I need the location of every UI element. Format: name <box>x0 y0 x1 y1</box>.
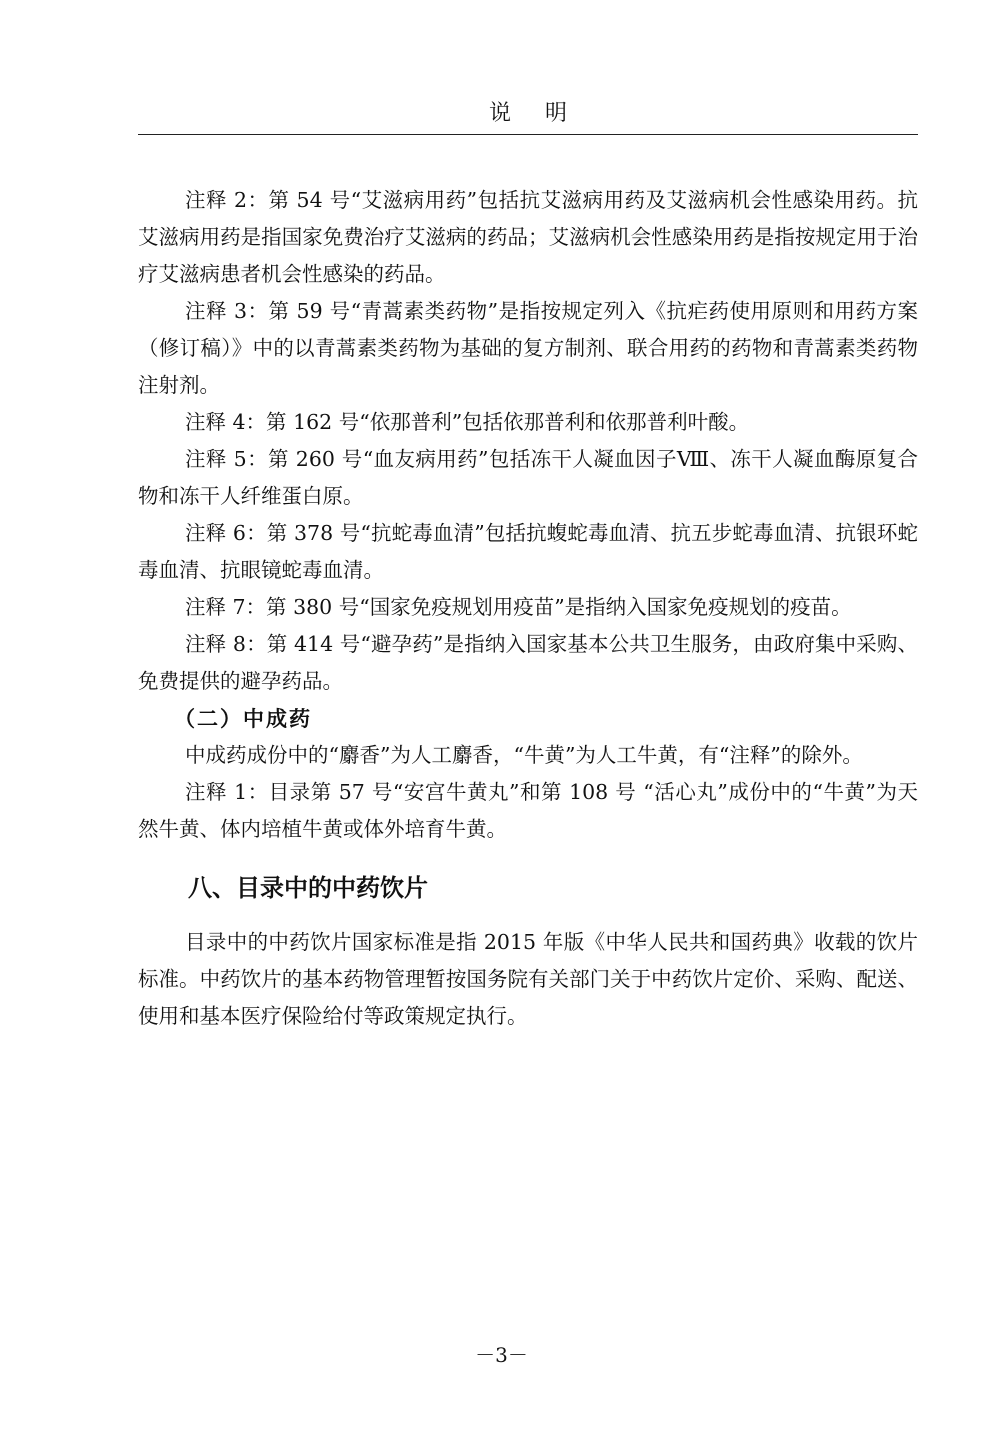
subsection-note-1-paragraph: 注释 1：目录第 57 号“安宫牛黄丸”和第 108 号 “活心丸”成份中的“牛黄”为天然牛黄、体内培植牛黄或体外培育牛黄。 <box>138 780 918 841</box>
header-rule <box>138 134 918 135</box>
note-7-paragraph: 注释 7：第 380 号“国家免疫规划用疫苗”是指纳入国家免疫规划的疫苗。 <box>185 595 852 619</box>
subsection-heading: （二）中成药 <box>174 706 312 731</box>
note-6-paragraph: 注释 6：第 378 号“抗蛇毒血清”包括抗蝮蛇毒血清、抗五步蛇毒血清、抗银环蛇毒血清、抗眼镜蛇毒血清。 <box>138 521 918 582</box>
note-4-paragraph: 注释 4：第 162 号“依那普利”包括依那普利和依那普利叶酸。 <box>185 410 750 434</box>
section-8-body-paragraph: 目录中的中药饮片国家标准是指 2015 年版《中华人民共和国药典》收载的饮片标准。中药饮片的基本药物管理暂按国务院有关部门关于中药饮片定价、采购、配送、使用和基本医疗保险给付等政策规定执行。 <box>138 930 918 1028</box>
note-2-paragraph: 注释 2：第 54 号“艾滋病用药”包括抗艾滋病用药及艾滋病机会性感染用药。抗艾滋病用药是指国家免费治疗艾滋病的药品；艾滋病机会性感染用药是指按规定用于治疗艾滋病患者机会性感染的药品。 <box>138 188 918 286</box>
section-8-title: 八、目录中的中药饮片 <box>188 874 428 902</box>
running-header-title: 说明 <box>488 101 601 126</box>
subsection-intro-paragraph: 中成药成份中的“麝香”为人工麝香，“牛黄”为人工牛黄，有“注释”的除外。 <box>185 743 863 767</box>
note-3-paragraph: 注释 3：第 59 号“青蒿素类药物”是指按规定列入《抗疟药使用原则和用药方案（修订稿）》中的以青蒿素类药物为基础的复方制剂、联合用药的药物和青蒿素类药物注射剂。 <box>138 299 918 397</box>
note-5-paragraph: 注释 5：第 260 号“血友病用药”包括冻干人凝血因子Ⅷ、冻干人凝血酶原复合物和冻干人纤维蛋白原。 <box>138 447 918 508</box>
page-number: －3－ <box>475 1343 528 1367</box>
note-8-paragraph: 注释 8：第 414 号“避孕药”是指纳入国家基本公共卫生服务，由政府集中采购、免费提供的避孕药品。 <box>138 632 918 693</box>
page-body <box>138 182 918 1035</box>
